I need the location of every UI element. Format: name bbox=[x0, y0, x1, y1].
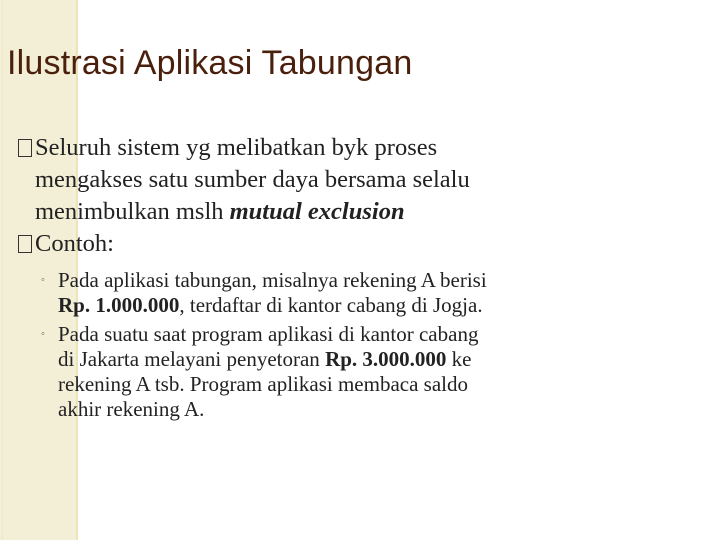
slide-content bbox=[18, 132, 678, 426]
sub-bullet-2-line-2-text: di Jakarta melayani penyetoran bbox=[58, 347, 326, 371]
sub-bullet-1-rest: , terdaftar di kantor cabang di Jogja. bbox=[179, 293, 483, 317]
ring-bullet-icon: ◦ bbox=[41, 274, 45, 286]
sub-bullet-2-line-2-rest: ke bbox=[446, 347, 472, 371]
bullet-point-2 bbox=[18, 228, 678, 260]
sub-bullet-1 bbox=[18, 268, 650, 318]
square-bullet-icon bbox=[18, 139, 32, 157]
square-bullet-icon bbox=[18, 235, 32, 253]
bullet-1-line-3-text: menimbulkan mslh bbox=[35, 198, 230, 225]
ring-bullet-icon: ◦ bbox=[41, 328, 45, 340]
amount-1: Rp. 1.000.000 bbox=[58, 293, 180, 317]
sub-bullet-2-line-1: Pada suatu saat program aplikasi di kantor cabang bbox=[58, 322, 479, 346]
sub-bullet-1-line-1: Pada aplikasi tabungan, misalnya rekening A berisi bbox=[58, 268, 487, 292]
bullet-1-line-3 bbox=[35, 196, 678, 228]
mutual-exclusion-emphasis: mutual exclusion bbox=[229, 198, 405, 225]
amount-2: Rp. 3.000.000 bbox=[325, 347, 447, 371]
bullet-point-1 bbox=[18, 132, 678, 228]
slide-title: Ilustrasi Aplikasi Tabungan bbox=[7, 44, 413, 82]
bullet-1-line-1: Seluruh sistem yg melibatkan byk proses bbox=[35, 134, 438, 161]
sub-bullet-2 bbox=[18, 322, 650, 422]
sub-bullet-1-line-2 bbox=[58, 293, 650, 318]
sub-bullet-2-line-2 bbox=[58, 347, 650, 372]
sub-bullet-2-line-3: rekening A tsb. Program aplikasi membaca saldo bbox=[58, 372, 468, 396]
bullet-1-line-2: mengakses satu sumber daya bersama selalu bbox=[35, 166, 470, 193]
bullet-2-text: Contoh: bbox=[35, 230, 114, 257]
sub-bullet-list bbox=[18, 268, 678, 422]
sub-bullet-2-line-4: akhir rekening A. bbox=[58, 397, 205, 421]
